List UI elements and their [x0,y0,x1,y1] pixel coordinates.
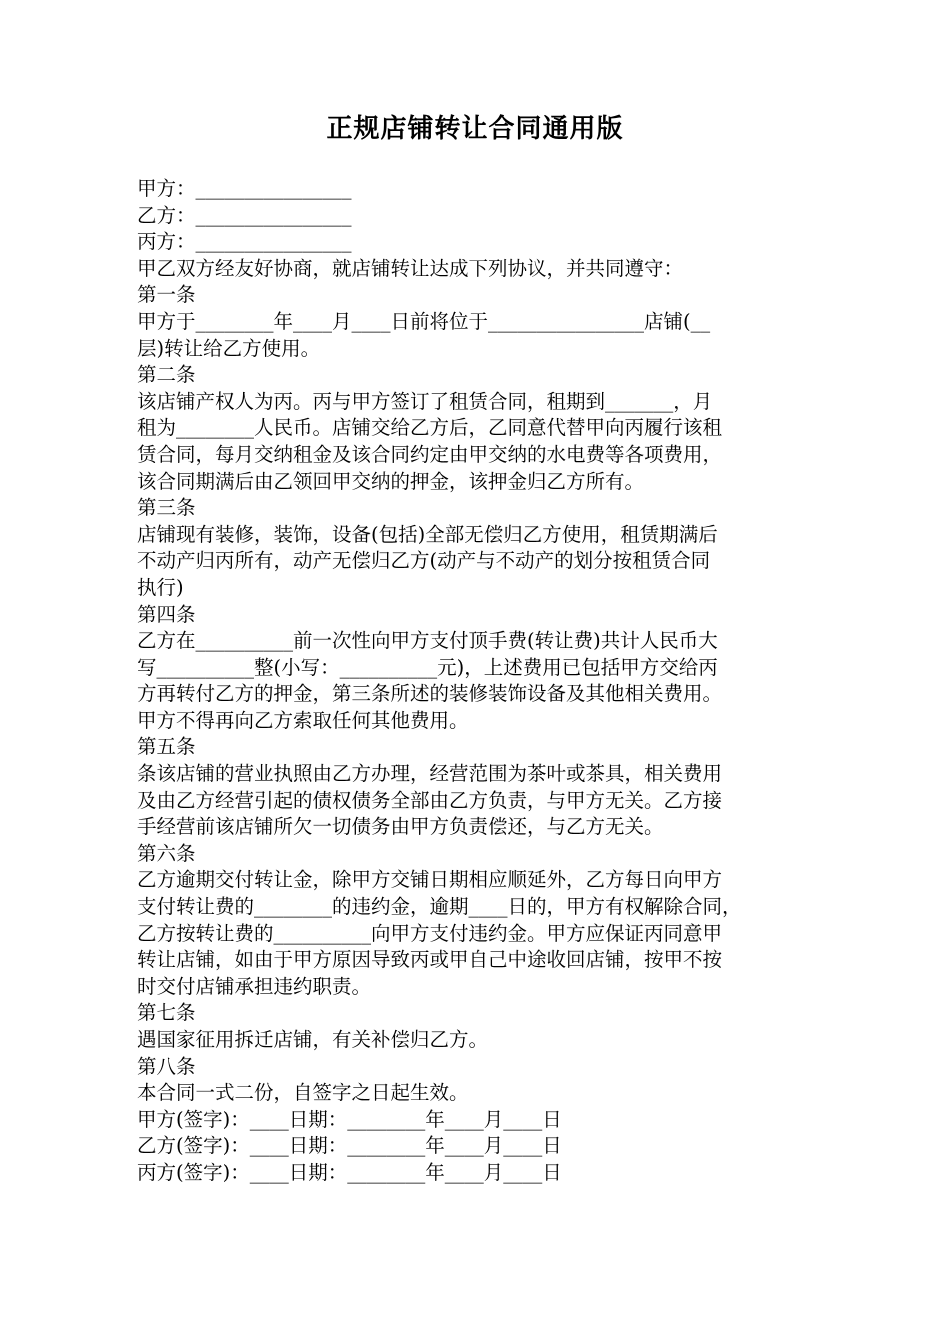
text-line: 店铺现有装修，装饰，设备(包括)全部无偿归乙方使用，租赁期满后 [137,522,718,546]
text-line: 条该店铺的营业执照由乙方办理，经营范围为茶叶或茶具，相关费用 [137,762,723,786]
text-line: 乙方逾期交付转让金，除甲方交铺日期相应顺延外，乙方每日向甲方 [137,868,723,892]
text-line: 丙方(签字)：____日期：________年____月____日 [137,1160,562,1184]
text-line: 丙方：________________ [137,230,352,254]
text-line: 执行) [137,575,184,599]
text-line: 写__________整(小写：__________元)，上述费用已包括甲方交给丙 [137,655,718,679]
text-line: 该店铺产权人为丙。丙与甲方签订了租赁合同，租期到_______，月 [137,389,713,413]
text-line: 乙方按转让费的__________向甲方支付违约金。甲方应保证丙同意甲 [137,921,723,945]
text-line: 及由乙方经营引起的债权债务全部由乙方负责，与甲方无关。乙方接 [137,788,723,812]
text-line: 手经营前该店铺所欠一切债务由甲方负责偿还，与乙方无关。 [137,815,664,839]
text-line: 甲乙双方经友好协商，就店铺转让达成下列协议，并共同遵守： [137,256,684,280]
article-heading: 第四条 [137,602,196,626]
article-heading: 第六条 [137,841,196,865]
article-heading: 第三条 [137,496,196,520]
text-line: 方再转付乙方的押金，第三条所述的装修装饰设备及其他相关费用。 [137,682,723,706]
text-line: 转让店铺，如由于甲方原因导致丙或甲自己中途收回店铺，按甲不按 [137,948,723,972]
article-heading: 第五条 [137,735,196,759]
text-line: 乙方：________________ [137,203,352,227]
contract-body [137,176,822,1187]
article-heading: 第八条 [137,1054,196,1078]
text-line: 乙方(签字)：____日期：________年____月____日 [137,1134,562,1158]
article-heading: 第二条 [137,363,196,387]
text-line: 甲方不得再向乙方索取任何其他费用。 [137,708,469,732]
text-line: 时交付店铺承担违约职责。 [137,974,372,998]
text-line: 层)转让给乙方使用。 [137,336,321,360]
text-line: 甲方(签字)：____日期：________年____月____日 [137,1107,562,1131]
article-heading: 第七条 [137,1001,196,1025]
article-heading: 第一条 [137,283,196,307]
text-line: 本合同一式二份，自签字之日起生效。 [137,1081,469,1105]
text-line: 遇国家征用拆迁店铺，有关补偿归乙方。 [137,1028,489,1051]
text-line: 不动产归丙所有，动产无偿归乙方(动产与不动产的划分按租赁合同 [137,549,711,573]
text-line: 乙方在__________前一次性向甲方支付顶手费(转让费)共计人民币大 [137,629,718,653]
text-line: 租为________人民币。店铺交给乙方后，乙同意代替甲向丙履行该租 [137,416,723,440]
text-line: 赁合同，每月交纳租金及该合同约定由甲交纳的水电费等各项费用， [137,442,723,466]
text-line: 甲方：________________ [137,177,352,200]
document-title: 正规店铺转让合同通用版 [326,114,624,144]
text-line: 支付转让费的________的违约金，逾期____日的，甲方有权解除合同， [137,895,742,919]
text-line: 甲方于________年____月____日前将位于________________店铺(__ [137,309,711,333]
text-line: 该合同期满后由乙领回甲交纳的押金，该押金归乙方所有。 [137,469,645,493]
